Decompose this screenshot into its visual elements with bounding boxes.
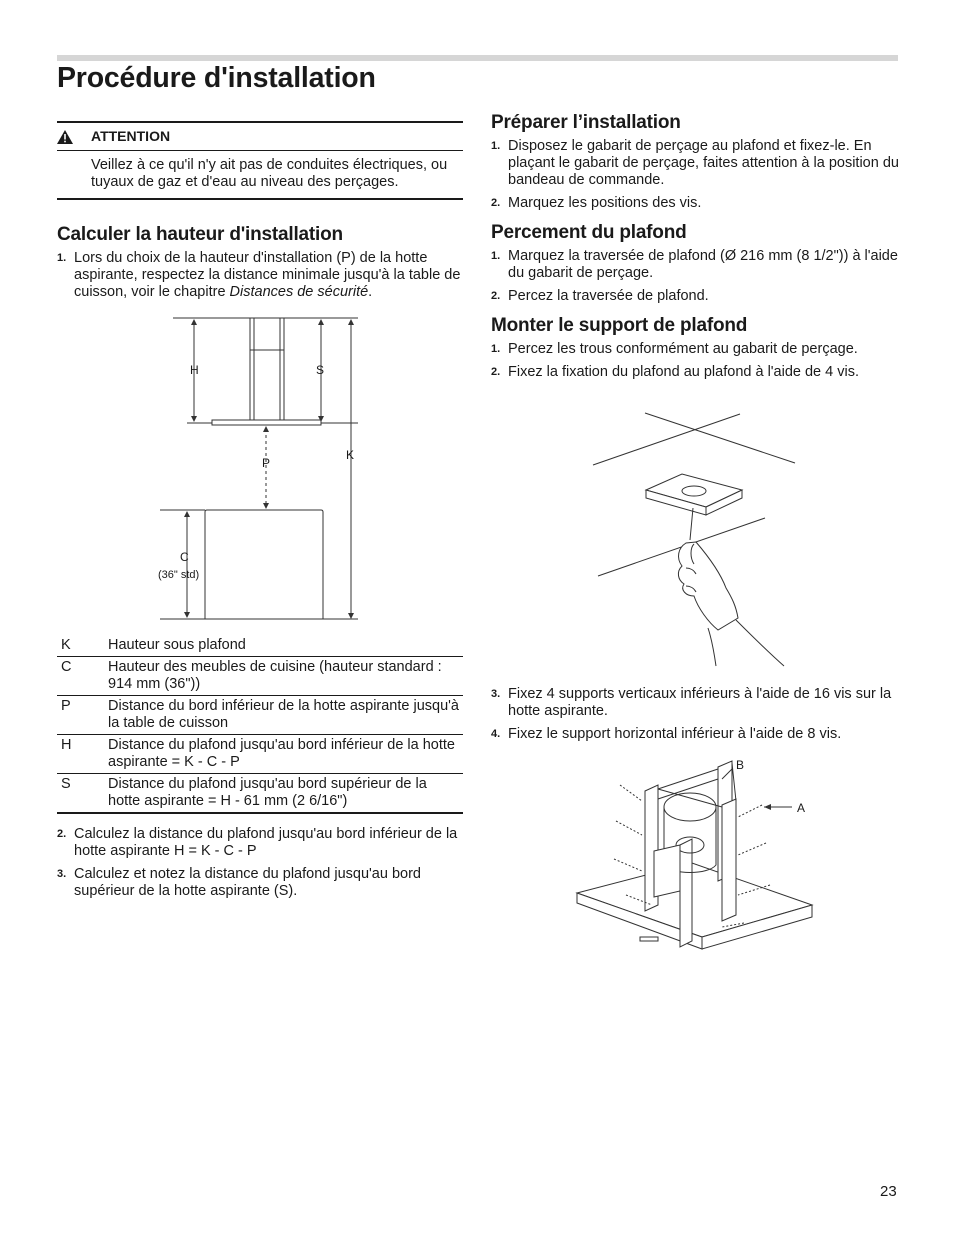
step-text: Fixez la fixation du plafond au plafond à l'aide de 4 vis.: [508, 364, 859, 380]
step-number: 4.: [491, 728, 501, 740]
legend-description: Distance du bord inférieur de la hotte aspirante jusqu'à la table de cuisson: [108, 696, 463, 735]
installation-height-diagram: [57, 307, 463, 627]
list-item: [491, 341, 899, 358]
list-item: [491, 288, 899, 305]
step-number: 1.: [491, 250, 501, 262]
support-frame-figure: [572, 755, 820, 997]
list-item: [57, 866, 463, 900]
attention-label: ATTENTION: [91, 128, 171, 144]
right-column: [491, 114, 899, 387]
step-number: 3.: [57, 868, 67, 880]
page-number: 23: [880, 1183, 897, 1200]
step-text-end: .: [368, 284, 373, 300]
mount-heading: Monter le support de plafond: [491, 315, 748, 336]
label-b: B: [736, 758, 745, 772]
step-text: Marquez la traversée de plafond (Ø 216 mm (8 1/2")) à l'aide du gabarit de perçage.: [508, 248, 898, 281]
list-item: [491, 195, 899, 212]
table-row: [57, 635, 463, 657]
step-text: Lors du choix de la hauteur d'installation (P) de la hotte aspirante, respectez la distance minimale jusqu'à la table de cuisson, voir le chapitre: [74, 250, 461, 300]
calc-heading: Calculer la hauteur d'installation: [57, 224, 343, 245]
label-a: A: [797, 801, 806, 815]
left-column: [57, 121, 463, 906]
table-row: [57, 774, 463, 814]
mount-steps-continued-block: [491, 686, 899, 749]
label-p: P: [262, 456, 271, 470]
attention-box: [57, 121, 463, 200]
prep-heading: Préparer l’installation: [491, 112, 681, 133]
step-number: 2.: [491, 290, 501, 302]
step-number: 1.: [491, 343, 501, 355]
label-s: S: [316, 363, 325, 377]
legend-description: Distance du plafond jusqu'au bord inférieur de la hotte aspirante = K - C - P: [108, 735, 463, 774]
legend-key: C: [57, 657, 108, 696]
step-number: 1.: [491, 140, 501, 152]
step-number: 2.: [491, 197, 501, 209]
step-text: Fixez 4 supports verticaux inférieurs à l'aide de 16 vis sur la hotte aspirante.: [508, 686, 892, 719]
list-item: [491, 248, 899, 282]
step-text: Fixez le support horizontal inférieur à l'aide de 8 vis.: [508, 726, 842, 742]
mount-steps-continued: [491, 686, 899, 743]
top-rule: [57, 55, 898, 61]
label-c-note: (36" std): [158, 569, 200, 581]
list-item: [491, 364, 899, 381]
page-title: Procédure d'installation: [57, 62, 376, 94]
attention-text: Veillez à ce qu'il n'y ait pas de conduites électriques, ou tuyaux de gaz et d'eau au niveau des perçages.: [91, 157, 448, 190]
step-text: Percez la traversée de plafond.: [508, 288, 709, 304]
legend-description: Hauteur des meubles de cuisine (hauteur standard : 914 mm (36")): [108, 657, 463, 696]
step-text: Disposez le gabarit de perçage au plafond et fixez-le. En plaçant le gabarit de perçage, faites attention à la position du bandeau de commande.: [508, 138, 899, 188]
calc-steps: [57, 250, 463, 301]
list-item: [491, 686, 899, 720]
step-number: 1.: [57, 252, 67, 264]
legend-description: Hauteur sous plafond: [108, 637, 246, 653]
step-number: 2.: [57, 828, 67, 840]
legend-key: P: [57, 696, 108, 735]
step-number: 2.: [491, 366, 501, 378]
table-row: [57, 735, 463, 774]
step-text: Marquez les positions des vis.: [508, 195, 702, 211]
label-h: H: [190, 363, 199, 377]
prep-steps: [491, 138, 899, 212]
attention-header: [57, 128, 463, 151]
warning-icon: [57, 130, 73, 144]
label-c: C: [180, 550, 189, 564]
chapter-reference: Distances de sécurité: [229, 284, 369, 300]
label-k: K: [346, 448, 355, 462]
mount-steps: [491, 341, 899, 381]
drill-steps: [491, 248, 899, 305]
drill-heading: Percement du plafond: [491, 222, 687, 243]
step-text: Percez les trous conformément au gabarit de perçage.: [508, 341, 858, 357]
step-text: Calculez et notez la distance du plafond jusqu'au bord supérieur de la hotte aspirante (S).: [74, 866, 421, 899]
step-text: Calculez la distance du plafond jusqu'au bord inférieur de la hotte aspirante H = K - C - P: [74, 826, 458, 859]
step-number: 3.: [491, 688, 501, 700]
legend-table: [57, 635, 463, 814]
list-item: [491, 726, 899, 743]
calc-steps-continued: [57, 826, 463, 900]
table-row: [57, 696, 463, 735]
list-item: [57, 826, 463, 860]
table-row: [57, 657, 463, 696]
legend-key: S: [57, 774, 108, 814]
legend-key: H: [57, 735, 108, 774]
list-item: [491, 138, 899, 189]
ceiling-bracket-figure: [590, 408, 800, 670]
list-item: [57, 250, 463, 301]
legend-description: Distance du plafond jusqu'au bord supérieur de la hotte aspirante = H - 61 mm (2 6/16"): [108, 774, 463, 814]
legend-key: K: [61, 637, 71, 653]
